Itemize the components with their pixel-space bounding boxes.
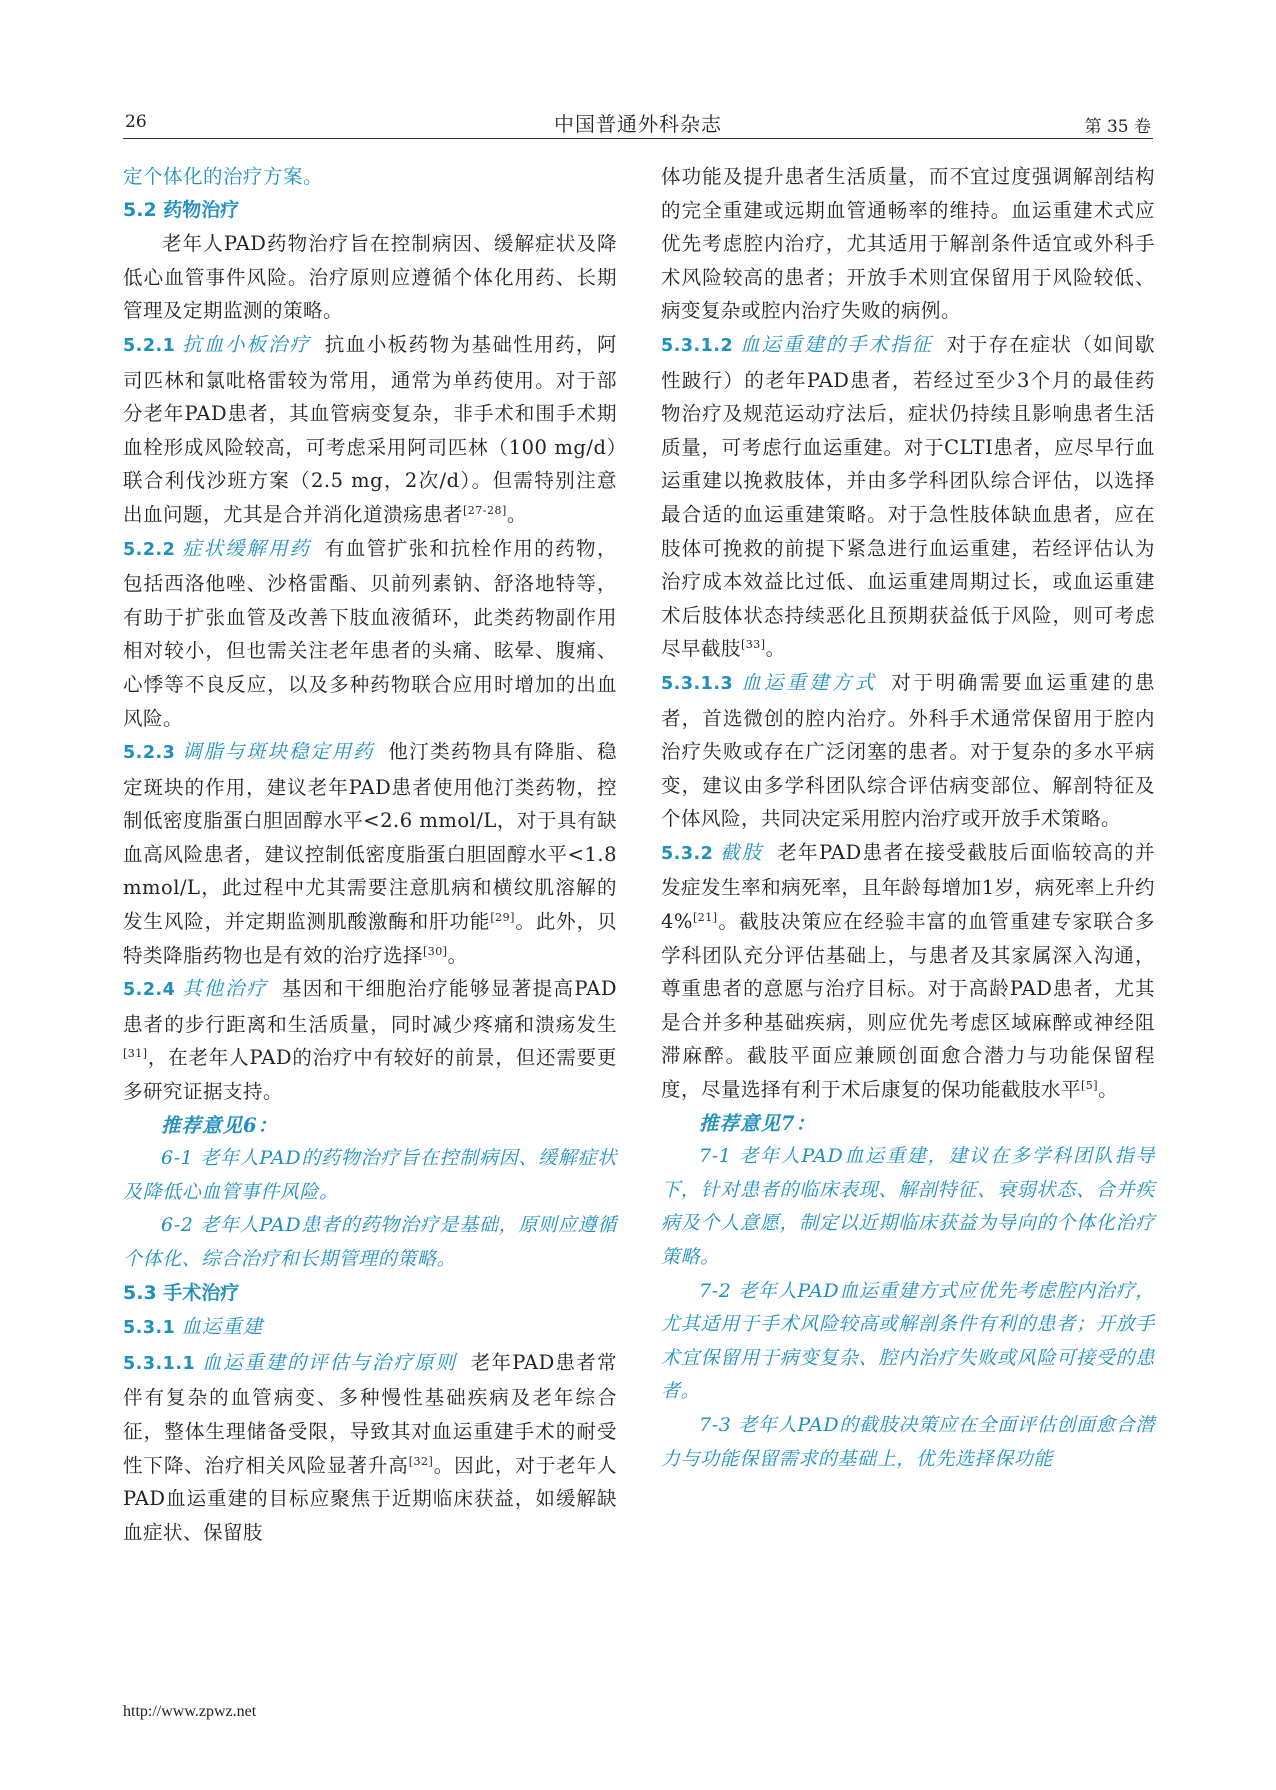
subsection-label: 血运重建方式 bbox=[739, 670, 878, 694]
paragraph-5-2-1 bbox=[123, 328, 617, 532]
subsection-label: 截肢 bbox=[719, 840, 764, 864]
subsection-label: 调脂与斑块稳定用药 bbox=[181, 740, 375, 764]
paragraph-end: 。 bbox=[1098, 1078, 1119, 1102]
paragraph-5-2-2 bbox=[123, 532, 617, 736]
volume-label: 第 35 卷 bbox=[1084, 117, 1151, 137]
section-heading-5-2: 5.2 药物治疗 bbox=[123, 198, 240, 221]
subsection-number: 5.2.3 bbox=[123, 743, 176, 764]
recommendation-item: 7-1 老年人PAD血运重建，建议在多学科团队指导下，针对患者的临床表现、解剖特征、衰弱状态、合并疾病及个人意愿，制定以近期临床获益为导向的个体化治疗策略。 bbox=[661, 1145, 1155, 1268]
citation-ref: [33] bbox=[741, 638, 766, 652]
subsection-number: 5.3.2 bbox=[661, 843, 714, 864]
right-column bbox=[661, 160, 1155, 1476]
paragraph-5-3-1-2 bbox=[661, 328, 1155, 666]
recommendation-title: 推荐意见7： bbox=[699, 1111, 817, 1135]
paragraph-text: 。截肢决策应在经验丰富的血管重建专家联合多学科团队充分评估基础上，与患者及其家属深入沟通，尊重患者的意愿与治疗目标。对于高龄PAD患者，尤其是合并多种基础疾病，则应优先考虑区域麻醉或神经阻滞麻醉。截肢平面应兼顾创面愈合潜力与功能保留程度，尽量选择有利于术后康复的保功能截肢水平 bbox=[661, 910, 1155, 1102]
paragraph-text: 。因此，对于老年人PAD血运重建的目标应聚焦于近期临床获益，如缓解缺血症状、保留肢 bbox=[123, 1453, 617, 1544]
running-header bbox=[123, 104, 1153, 139]
recommendation-title: 推荐意见6： bbox=[161, 1113, 279, 1137]
paragraph-text: 他汀类药物具有降脂、稳定斑块的作用，建议老年PAD患者使用他汀类药物，控制低密度脂蛋白胆固醇水平<2.6 mmol/L，对于具有缺血高风险患者，建议控制低密度脂蛋白胆固醇水平<1.8 mmol/L，此过程中尤其需要注意肌病和横纹肌溶解的发生风险，并定期监测肌酸激酶和肝功能 bbox=[123, 740, 617, 934]
paragraph-text: 老年PAD患者常伴有复杂的血管病变、多种慢性基础疾病及老年综合征，整体生理储备受限，导致其对血运重建手术的耐受性下降、治疗相关风险显著升高 bbox=[123, 1350, 617, 1477]
subsection-label: 症状缓解用药 bbox=[181, 536, 311, 560]
subsection-label: 血运重建的评估与治疗原则 bbox=[201, 1350, 457, 1374]
recommendation-item: 6-1 老年人PAD的药物治疗旨在控制病因、缓解症状及降低心血管事件风险。 bbox=[123, 1147, 617, 1203]
subsection-number: 5.2.4 bbox=[123, 980, 176, 1001]
paragraph-text: 对于存在症状（如间歇性跛行）的老年PAD患者，若经过至少3个月的最佳药物治疗及规范运动疗法后，症状仍持续且影响患者生活质量，可考虑行血运重建。对于CLTI患者，应尽早行血运重建以挽救肢体，并由多学科团队综合评估，以选择最合适的血运重建策略。对于急性肢体缺血患者，应在肢体可挽救的前提下紧急进行血运重建，若经评估认为治疗成本效益比过低、血运重建周期过长，或血运重建术后肢体状态持续恶化且预期获益低于风险，则可考虑尽早截肢 bbox=[661, 332, 1155, 661]
paragraph-text: 抗血小板药物为基础性用药，阿司匹林和氯吡格雷较为常用，通常为单药使用。对于部分老年PAD患者，其血管病变复杂，非手术和围手术期血栓形成风险较高，可考虑采用阿司匹林（100 mg/d）联合利伐沙班方案（2.5 mg，2次/d）。但需特别注意出血问题，尤其是合并消化道溃疡患者 bbox=[123, 332, 617, 526]
citation-ref: [5] bbox=[1081, 1079, 1099, 1093]
paragraph-text: 基因和干细胞治疗能够显著提高PAD患者的步行距离和生活质量，同时减少疼痛和溃疡发生 bbox=[123, 977, 617, 1036]
subsection-label: 血运重建 bbox=[181, 1315, 264, 1339]
paragraph-text: 有血管扩张和抗栓作用的药物，包括西洛他唑、沙格雷酯、贝前列素钠、舒洛地特等，有助于扩张血管及改善下肢血液循环，此类药物副作用相对较小，但也需关注老年患者的头痛、眩晕、腹痛、心悸等不良反应，以及多种药物联合应用时增加的出血风险。 bbox=[123, 536, 617, 730]
paragraph-5-3-2 bbox=[661, 836, 1155, 1107]
page-number: 26 bbox=[125, 112, 147, 132]
citation-ref: [30] bbox=[423, 944, 448, 958]
paragraph: 老年人PAD药物治疗旨在控制病因、缓解症状及降低心血管事件风险。治疗原则应遵循个体化用药、长期管理及定期监测的策略。 bbox=[123, 232, 617, 323]
paragraph-5-3-1-3 bbox=[661, 666, 1155, 836]
paragraph-continuation: 定个体化的治疗方案。 bbox=[123, 165, 324, 188]
subsection-number: 5.3.1.1 bbox=[123, 1353, 196, 1374]
subsection-number: 5.3.1.3 bbox=[661, 673, 734, 694]
paragraph-text: 老年PAD患者在接受截肢后面临较高的并发症发生率和病死率，且年龄每增加1岁，病死率上升约4% bbox=[661, 840, 1155, 934]
paragraph-5-3-1-1 bbox=[123, 1346, 617, 1550]
paragraph-end: 。 bbox=[765, 637, 786, 661]
paragraph-end: 。 bbox=[447, 943, 468, 967]
section-heading-5-3: 5.3 手术治疗 bbox=[123, 1281, 240, 1304]
recommendation-item: 7-2 老年人PAD血运重建方式应优先考虑腔内治疗，尤其适用于手术风险较高或解剖条件有利的患者；开放手术宜保留用于病变复杂、腔内治疗失败或风险可接受的患者。 bbox=[661, 1279, 1155, 1403]
citation-ref: [32] bbox=[408, 1454, 434, 1468]
subsection-number: 5.3.1 bbox=[123, 1318, 176, 1339]
journal-title: 中国普通外科杂志 bbox=[554, 112, 722, 136]
left-column bbox=[123, 160, 617, 1549]
paragraph-end: 。 bbox=[506, 502, 527, 526]
subsection-number: 5.2.2 bbox=[123, 539, 176, 560]
subsection-number: 5.3.1.2 bbox=[661, 335, 734, 356]
paragraph-5-2-4 bbox=[123, 972, 617, 1108]
paragraph-text: 对于明确需要血运重建的患者，首选微创的腔内治疗。外科手术通常保留用于腔内治疗失败或存在广泛闭塞的患者。对于复杂的多水平病变，建议由多学科团队综合评估病变部位、解剖特征及个体风险，共同决定采用腔内治疗或开放手术策略。 bbox=[661, 670, 1155, 831]
recommendation-item: 7-3 老年人PAD的截肢决策应在全面评估创面愈合潜力与功能保留需求的基础上，优先选择保功能 bbox=[661, 1413, 1155, 1470]
paragraph-text: 。此外，贝特类降脂药物也是有效的治疗选择 bbox=[123, 910, 617, 967]
paragraph-continuation: 体功能及提升患者生活质量，而不宜过度强调解剖结构的完全重建或远期血管通畅率的维持。血运重建术式应优先考虑腔内治疗，尤其适用于解剖条件适宜或外科手术风险较高的患者；开放手术则宜保留用于风险较低、病变复杂或腔内治疗失败的病例。 bbox=[661, 165, 1155, 323]
subsection-heading-5-3-1 bbox=[123, 1310, 617, 1346]
citation-ref: [31] bbox=[123, 1047, 148, 1061]
footer-url: http://www.zpwz.net bbox=[123, 1703, 257, 1720]
subsection-number: 5.2.1 bbox=[123, 335, 176, 356]
citation-ref: [29] bbox=[490, 911, 515, 925]
citation-ref: [21] bbox=[692, 911, 718, 925]
paragraph-text: ，在老年人PAD的治疗中有较好的前景，但还需要更多研究证据支持。 bbox=[123, 1046, 617, 1104]
citation-ref: [27-28] bbox=[463, 503, 507, 517]
recommendation-item: 6-2 老年人PAD患者的药物治疗是基础，原则应遵循个体化、综合治疗和长期管理的策略。 bbox=[123, 1214, 617, 1270]
subsection-label: 抗血小板治疗 bbox=[181, 332, 311, 356]
subsection-label: 血运重建的手术指征 bbox=[739, 332, 933, 356]
paragraph-5-2-3 bbox=[123, 735, 617, 972]
subsection-label: 其他治疗 bbox=[181, 977, 268, 1001]
